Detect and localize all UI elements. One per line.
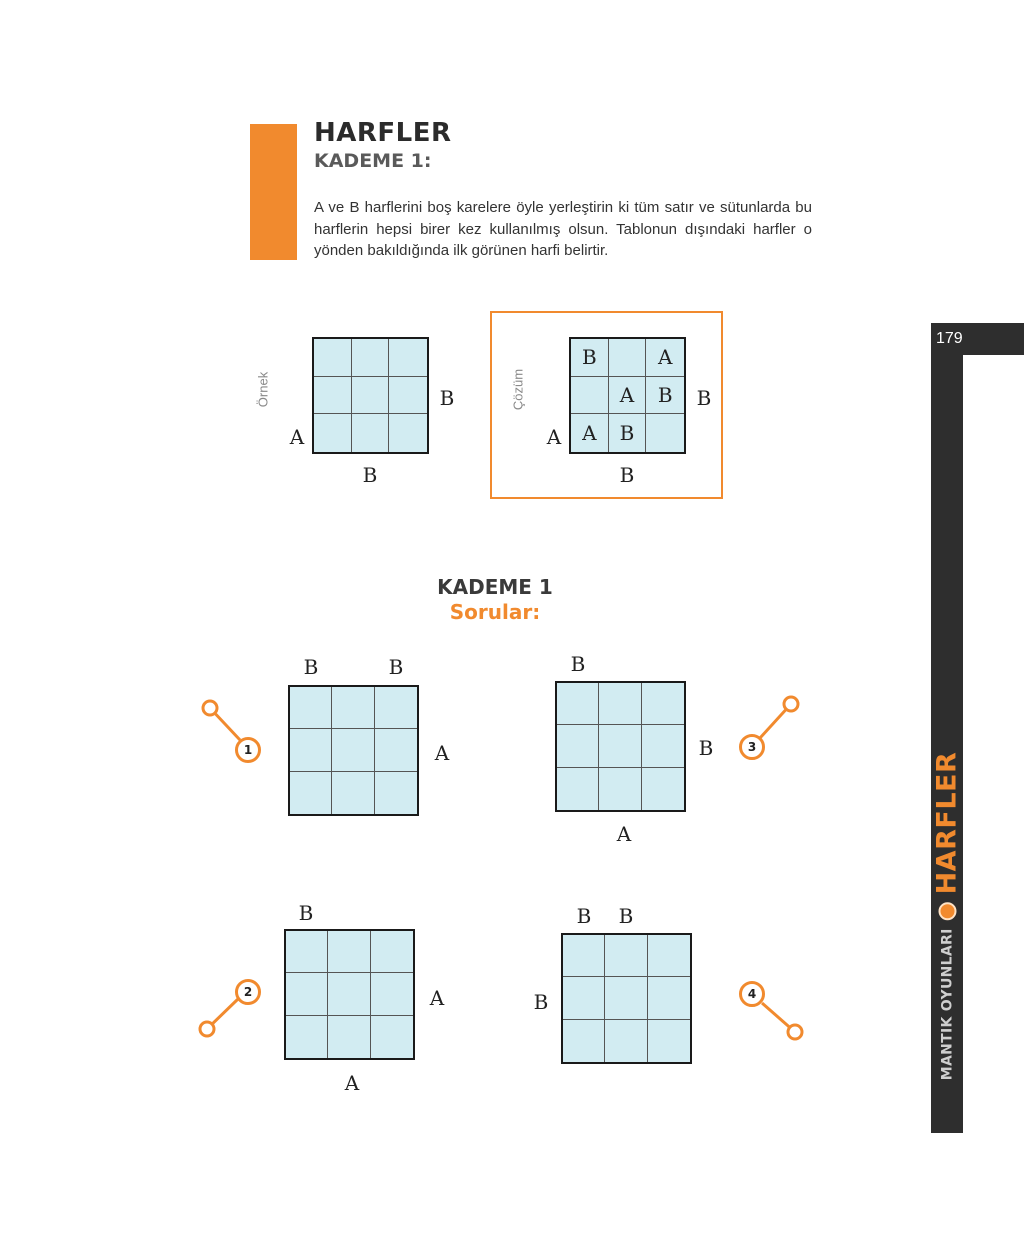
puzzle-3-clue-right: B	[698, 736, 714, 760]
grid-cell[interactable]	[642, 683, 684, 725]
grid-cell[interactable]	[290, 687, 332, 729]
grid-cell: B	[609, 414, 647, 452]
grid-cell: B	[646, 377, 684, 415]
grid-cell[interactable]	[328, 1016, 370, 1058]
page-number: 179	[931, 323, 1024, 355]
puzzle-number-badge: 3	[739, 734, 765, 760]
grid-cell[interactable]	[328, 931, 370, 973]
grid-cell[interactable]	[375, 687, 417, 729]
puzzle-1-clue-top: B	[303, 655, 319, 679]
grid-cell[interactable]	[599, 725, 641, 767]
puzzle-4-clue-top: B	[576, 904, 592, 928]
side-section-label	[932, 752, 963, 1081]
grid-cell[interactable]	[371, 973, 413, 1015]
solution-clue-left: A	[546, 425, 562, 449]
grid-cell[interactable]	[605, 977, 647, 1019]
grid-cell[interactable]	[648, 1020, 690, 1062]
example-label: Örnek	[255, 371, 271, 408]
section-label: HARFLER	[931, 751, 963, 895]
grid-cell[interactable]	[371, 1016, 413, 1058]
puzzle-1-clue-top: B	[388, 655, 404, 679]
grid-cell[interactable]	[286, 973, 328, 1015]
grid-cell[interactable]	[375, 772, 417, 814]
grid-cell: A	[609, 377, 647, 415]
page-title: HARFLER	[314, 118, 452, 148]
grid-cell[interactable]	[286, 931, 328, 973]
grid-cell[interactable]	[642, 768, 684, 810]
grid-cell: A	[646, 339, 684, 377]
puzzle-4-clue-left: B	[533, 990, 549, 1014]
grid-cell[interactable]	[642, 725, 684, 767]
solution-label: Çözüm	[510, 368, 526, 411]
puzzle-number-badge: 2	[235, 979, 261, 1005]
grid-cell[interactable]	[286, 1016, 328, 1058]
grid-cell[interactable]	[563, 935, 605, 977]
grid-cell[interactable]	[290, 772, 332, 814]
solution-clue-bottom: B	[619, 463, 635, 487]
grid-cell[interactable]	[557, 768, 599, 810]
puzzle-4-clue-top: B	[618, 904, 634, 928]
grid-cell[interactable]	[563, 977, 605, 1019]
puzzle-1-clue-right: A	[434, 741, 450, 765]
grid-cell[interactable]	[371, 931, 413, 973]
puzzle-2-clue-bottom: A	[344, 1071, 360, 1095]
example-clue-bottom: B	[362, 463, 378, 487]
puzzle-2-clue-right: A	[429, 986, 445, 1010]
grid-cell[interactable]	[332, 687, 374, 729]
solution-clue-right: B	[696, 386, 712, 410]
grid-cell[interactable]	[557, 683, 599, 725]
questions-subtitle: Sorular:	[449, 600, 541, 624]
grid-cell: A	[571, 414, 609, 452]
game-logo-icon	[938, 902, 956, 920]
grid-cell[interactable]	[605, 1020, 647, 1062]
puzzle-3-clue-top: B	[570, 652, 586, 676]
grid-cell[interactable]	[332, 772, 374, 814]
category-label: MANTIK OYUNLARI	[939, 928, 955, 1081]
level-subtitle: KADEME 1:	[314, 150, 432, 172]
grid-cell[interactable]	[328, 973, 370, 1015]
questions-title: KADEME 1	[437, 575, 553, 599]
puzzle-3-clue-bottom: A	[616, 822, 632, 846]
grid-cell[interactable]	[332, 729, 374, 771]
grid-cell[interactable]	[290, 729, 332, 771]
grid-cell: B	[571, 339, 609, 377]
grid-cell[interactable]	[599, 768, 641, 810]
grid-cell[interactable]	[563, 1020, 605, 1062]
puzzle-number-badge: 4	[739, 981, 765, 1007]
example-clue-right: B	[439, 386, 455, 410]
grid-cell[interactable]	[648, 935, 690, 977]
example-clue-left: A	[289, 425, 305, 449]
grid-cell[interactable]	[375, 729, 417, 771]
grid-cell[interactable]	[599, 683, 641, 725]
puzzle-4-grid[interactable]	[561, 933, 692, 1064]
grid-cell[interactable]	[557, 725, 599, 767]
puzzle-2-grid[interactable]	[284, 929, 415, 1060]
puzzle-2-clue-top: B	[298, 901, 314, 925]
instructions-text: A ve B harflerini boş karelere öyle yerleştirin ki tüm satır ve sütunlarda bu harflerin hepsi birer kez kullanılmış olsun. Tablonun dışındaki harfler o yönden bakıldığında ilk görünen harfi belirtir.	[314, 199, 812, 259]
grid-cell[interactable]	[648, 977, 690, 1019]
grid-cell[interactable]	[605, 935, 647, 977]
puzzle-1-grid[interactable]	[288, 685, 419, 816]
puzzle-3-grid[interactable]	[555, 681, 686, 812]
puzzle-number-badge: 1	[235, 737, 261, 763]
